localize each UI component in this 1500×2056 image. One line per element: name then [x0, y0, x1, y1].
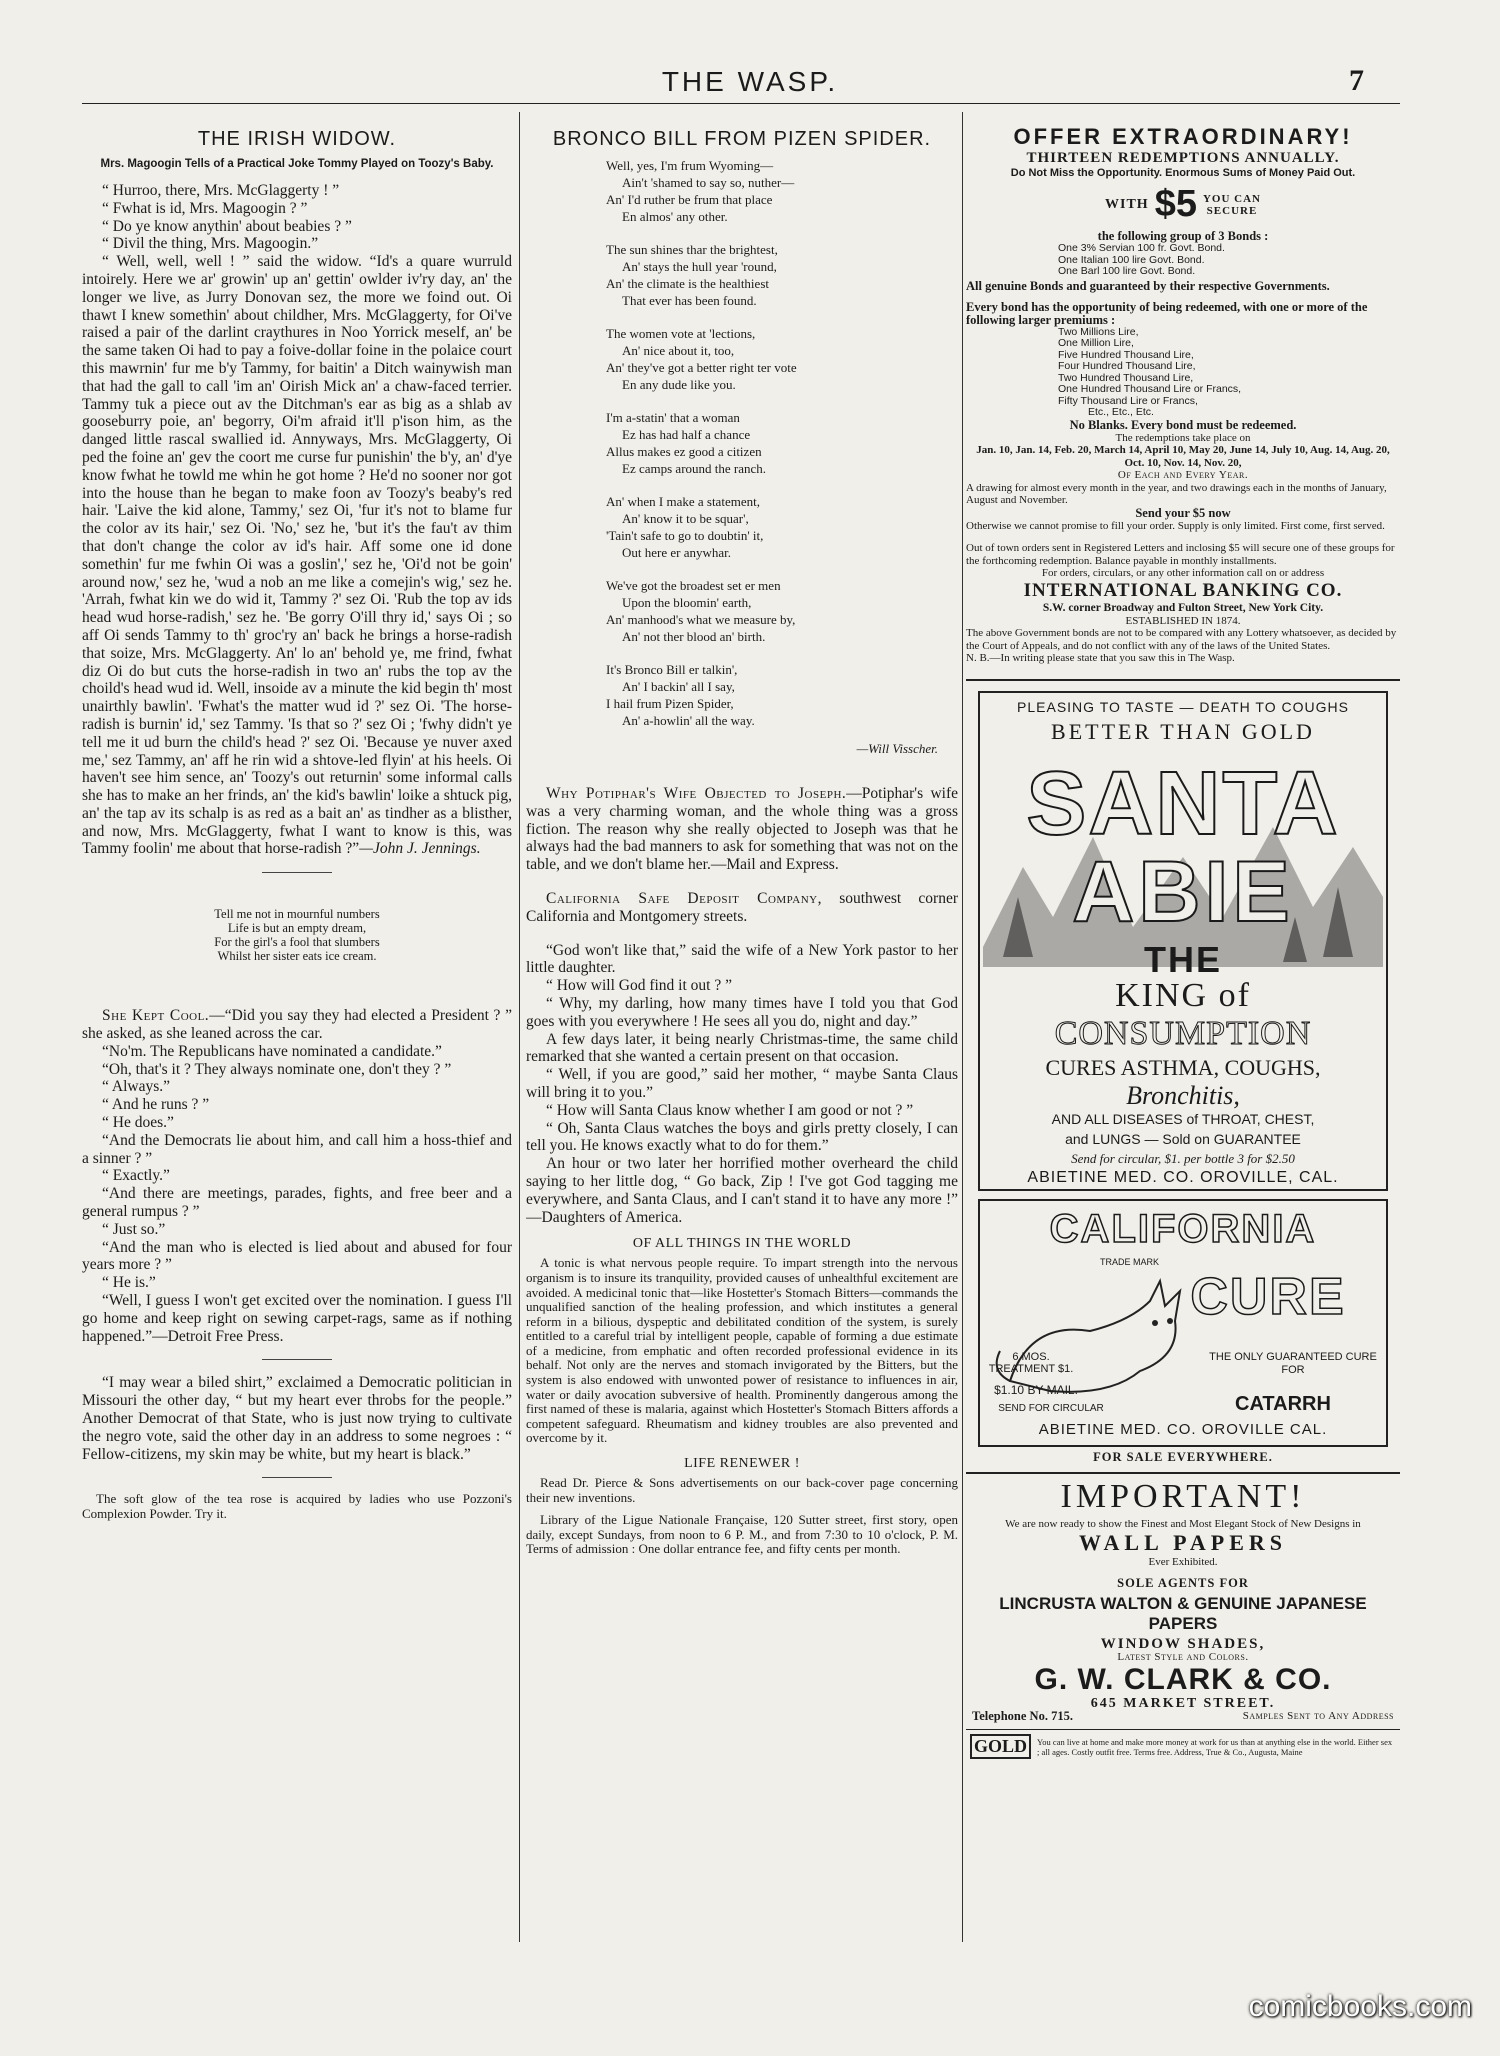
section-heading: LIFE RENEWER ! [684, 1456, 800, 1472]
ad-line: SOLE AGENTS FOR [1117, 1575, 1249, 1590]
byline: —John J. Jennings. [359, 840, 481, 858]
santa-abie-advertisement [978, 691, 1388, 1191]
paragraph: Read Dr. Pierce & Sons advertisements on our back-cover page concerning their new inventions. [526, 1475, 958, 1505]
header-rule [82, 103, 1400, 104]
ad-text: CURES ASTHMA, COUGHS, [1045, 1054, 1321, 1080]
bond-advertisement [966, 124, 1400, 665]
page-number: 7 [1349, 64, 1364, 97]
bond-list: One 3% Servian 100 fr. Govt. Bond. One Italian 100 lire Govt. Bond. One Barl 100 lire Govt. Bond. [1058, 242, 1225, 277]
paragraph: “ How will God find it out ? ” [546, 977, 732, 995]
ad-text: 6 MOS. TREATMENT $1. [988, 1350, 1074, 1375]
ad-text: THE ONLY GUARANTEED CURE FOR [1209, 1350, 1377, 1376]
paragraph: She Kept Cool.—“Did you say they had elected a President ? ” she asked, as she leaned across the car. [82, 1007, 512, 1043]
article-title: BRONCO BILL FROM PIZEN SPIDER. [552, 128, 932, 150]
inline-heading: She Kept Cool. [102, 1007, 210, 1025]
ad-text: $1.10 BY MAIL. [994, 1382, 1078, 1397]
ad-line: No Blanks. Every bond must be redeemed. [1069, 417, 1297, 432]
ad-text: Bronchitis, [1126, 1080, 1240, 1110]
paragraph: “And the Democrats lie about him, and call him a hoss-thief and a sinner ? ” [82, 1131, 512, 1167]
ad-line: 645 MARKET STREET. [1090, 1696, 1276, 1711]
ad-headline: IMPORTANT! [1060, 1477, 1306, 1515]
ad-line: the following group of 3 Bonds : [1097, 229, 1269, 243]
paragraph: “I may wear a biled shirt,” exclaimed a Democratic politician in Missouri the other day, “ but my heart ever throbs for the people.” Another Democrat of that State, who is just now trying to cultivate the negro vote, said the other day in an address to some negroes : “ Fellow-citizens, my skin may be white, but my heart is black.” [82, 1374, 512, 1463]
ad-brand: CURE [1190, 1267, 1346, 1326]
wall-paper-advertisement [966, 1478, 1400, 1724]
column-divider [519, 112, 520, 1942]
divider [262, 1477, 332, 1478]
paragraph: “ Exactly.” [102, 1167, 170, 1185]
paragraph: A few days later, it being nearly Christmas-time, the same child remarked that she wanted a certain present on that occasion. [526, 1030, 958, 1066]
paragraph: “ Hurroo, there, Mrs. McGlaggerty ! ” [102, 182, 340, 199]
california-cure-advertisement [978, 1199, 1388, 1447]
ad-line: You can live at home and make more money at work for us than at anything else in the world. Either sex ; all ages. Costly outfit free. Terms free. Address, True & Co., Augusta, Maine [1037, 1736, 1393, 1757]
ad-line: LINCRUSTA WALTON & GENUINE JAPANESE PAPERS [999, 1593, 1367, 1633]
article-title: THE IRISH WIDOW. [197, 128, 397, 150]
masthead-title: THE WASP. [661, 66, 839, 97]
ad-divider [966, 1729, 1400, 1730]
article-subtitle: Mrs. Magoogin Tells of a Practical Joke Tommy Played on Toozy's Baby. [100, 158, 494, 170]
paragraph: “ Do ye know anythin' about beabies ? ” [102, 217, 352, 235]
five-dollar-line: WITH $5 YOU CAN SECURE [1105, 183, 1261, 225]
divider [262, 1359, 332, 1360]
paragraph: “ Well, well, well ! ” said the widow. “Id's a quare wurruld intoirely. Here we ar' growin' up an' gettin' owlder iv'ry day, an' the longer we live, as Jurry Donovan sez, the more we foind out. Oi thawt I knew somethin' about childher, Mrs. McGlaggerty, for Oi've raised a pair of the darlint craythures in Noo Yorrick meself, an' be the same taken Oi had to pay a foive-dollar foine in the polaice court this mawrnin' fur me b'y Tammy, for baitin' a Ditch wainywish man that had the gall to call 'im an' Oirish Mick an' a chaw-faced terrier. Tammy tuk a piece out av the Ditchman's ear as big as a shlab av gooseburry poie, an' begorry, Oi'm afraid it'll p'ison him, as the danged little rascal swallied id. Annyways, Mrs. McGlaggerty, Oi ped the foine an' gev the coort me curse fur punishin' the b'y, an' d'ye know fwhat he towld me whin he got home ? He'd no sooner nor got into the house than he began to make foon av Toozy's beaby's red hair. 'Laive the kid alone, Tammy,' sez Oi, 'fur it's not to blame fur the color av its hair,' sez Oi. 'No,' sez he, 'but it's the fau't av thim that don't change the color av id's hair. Aff some one id done somethin' fur me fwhin Oi was a goslin',' sez he, 'Oi'd not be goin' around now,' sez he, 'wud a nob an me like a comejin's wig,' sez he. 'Arrah, fwhat kin we do wid it, Tammy ?' sez Oi. 'Rub the top av ids head wud horse-radish,' sez he. 'Be gorry O'ill thry id,' says Oi ; so aff Oi sends Tammy to th' groc'ry an' back he brings a horse-radish that soize, Mrs. McGlaggerty. An' lo an' behold ye, me frind, fwhat diz Oi do but cuts the horse-radish in two an' rubs the top av the choild's head wud id. Well, insoide av a minute the kid begin th' most unairthly bawlin'. 'Fwhat's the matter wud id ?' sez Oi. 'The horse-radish is burnin' id,' sez Tammy. 'Is that so ?' sez Oi ; 'fwhy didn't ye tell me it ud burn the child's head ?' sez Oi. 'Because ye nuver axed me,' sez Tammy, an' aff he rin wid a shtove-led flyin' at his heels. Oi haven't see him sence, an' Toozy's out returnin' some informal calls she has to make an her frinds, an' the kid's bawlin' loike a shtuck pig, an' the tap av its schalp is as red as a bait an' as tindher as a blisther, and now, Mrs. McGlaggerty, fwhat I want to know is this, was Tammy foolin' me about that horse-radish ?”—John J. Jennings. [82, 253, 512, 858]
ad-text: AND ALL DISEASES of THROAT, CHEST, [1051, 1110, 1315, 1127]
column-2 [526, 112, 958, 1942]
paragraph: “ How will Santa Claus know whether I am good or not ? ” [546, 1101, 914, 1119]
paragraph: Why Potiphar's Wife Objected to Joseph.—Potiphar's wife was a very charming woman, and the whole thing was a gross fiction. The reason why she really objected to Joseph was that he always had the bad manners to ask for something that was not on the table, and we don't blame her.—Mail and Express. [526, 785, 958, 874]
paragraph: “ Always.” [102, 1078, 171, 1096]
paragraph: “ He is.” [102, 1274, 156, 1292]
ad-text: Send for circular, $1. per bottle 3 for $2.50 [1071, 1150, 1295, 1166]
ad-line: WINDOW SHADES, [1100, 1635, 1266, 1652]
ad-line: S.W. corner Broadway and Fulton Street, New York City. [1042, 601, 1324, 614]
advertiser-name: G. W. CLARK & CO. [1034, 1663, 1332, 1696]
stanza: It's Bronco Bill er talkin', An' I backin' all I say, I hail frum Pizen Spider, An' a-howlin' all the way. [606, 662, 755, 728]
ad-text: PLEASING TO TASTE — DEATH TO COUGHS [1017, 698, 1349, 715]
short-poem: Tell me not in mournful numbers Life is but an empty dream, For the girl's a fool that slumbers Whilst her sister eats ice cream. [214, 907, 380, 964]
ad-divider [966, 1472, 1400, 1474]
ad-brand: GOLD [970, 1734, 1031, 1759]
paragraph: An hour or two later her horrified mother overheard the child saying to her little dog, “ Go back, Zip ! I've got God tagging me everywhere, and Santa Claus, and I can't stand it to have any more !” —Daughters of America. [526, 1155, 958, 1226]
ad-text: TRADE MARK [1100, 1256, 1160, 1267]
premium-list: Two Millions Lire, One Million Lire, Five Hundred Thousand Lire, Four Hundred Thousand Lire, Two Hundred Thousand Lire, One Hundred Thousand Lire or Francs, Fifty Thousand Lire or Francs, Etc., Etc., Etc. [1058, 325, 1242, 418]
ad-line: The above Government bonds are not to be compared with any Lottery whatsoever, as decided by the Court of Appeals, and do not conflict with any of the laws of the United States. [966, 627, 1397, 652]
stanza: I'm a-statin' that a woman Ez has had half a chance Allus makes ez good a citizen Ez camps around the ranch. [606, 410, 767, 476]
ad-line: Out of town orders sent in Registered Letters and inclosing $5 will secure one of these groups for the forthcoming redemption. Balance payable in monthly installments. [966, 542, 1395, 567]
ad-headline: WALL PAPERS [1078, 1530, 1287, 1555]
inline-heading: Why Potiphar's Wife Objected to Joseph. [546, 785, 847, 802]
stanza: We've got the broadest set er men Upon the bloomin' earth, An' manhood's what we measure by, An' not ther blood an' birth. [606, 578, 796, 644]
section-heading: OF ALL THINGS IN THE WORLD [632, 1236, 852, 1252]
ad-text: BETTER THAN GOLD [1051, 718, 1315, 744]
paragraph: “ He does.” [102, 1114, 174, 1132]
paragraph: “No'm. The Republicans have nominated a candidate.” [102, 1042, 442, 1060]
phone-line: Telephone No. 715. Samples Sent to Any Address [972, 1709, 1394, 1723]
divider [262, 872, 332, 873]
watermark: comicbooks.com [1248, 1990, 1472, 2023]
paragraph: “God won't like that,” said the wife of a New York pastor to her little daughter. [526, 941, 958, 977]
paragraph: “Oh, that's it ? They always nominate one, don't they ? ” [102, 1060, 452, 1078]
ad-line: Send your $5 now [1135, 505, 1231, 520]
ad-line: For orders, circulars, or any other information call on or address [1041, 567, 1325, 579]
paragraph: “And there are meetings, parades, fights, and free beer and a general rumpus ? ” [82, 1185, 512, 1221]
ad-line: All genuine Bonds and guaranteed by their respective Governments. [966, 278, 1330, 293]
stanza: Well, yes, I'm frum Wyoming— Ain't 'shamed to say so, nuther— An' I'd ruther be frum that place En almos' any other. [606, 158, 795, 224]
paragraph: The soft glow of the tea rose is acquired by ladies who use Pozzoni's Complexion Powder. Try it. [82, 1491, 512, 1521]
ad-brand: SANTA [1026, 753, 1340, 854]
ad-line: Latest Style and Colors. [1117, 1650, 1249, 1663]
ad-text: CATARRH [1235, 1392, 1331, 1415]
ad-text: THE [1144, 938, 1222, 980]
ad-line: Of Each and Every Year. [1117, 469, 1249, 481]
paragraph: “And the man who is elected is lied about and abused for four years more ? ” [82, 1238, 512, 1274]
ad-line: ESTABLISHED IN 1874. [1125, 614, 1241, 627]
ad-subhead: THIRTEEN REDEMPTIONS ANNUALLY. [1026, 150, 1340, 166]
ad-line: We are now ready to show the Finest and Most Elegant Stock of New Designs in [1005, 1517, 1361, 1530]
ad-text: ABIETINE MED. CO. OROVILLE, CAL. [1027, 1168, 1339, 1186]
paragraph: A tonic is what nervous people require. To impart strength into the nervous organism is to insure its tranquility, provided causes of unhealthful excitement are avoided. A medicinal tonic that—like Hostetter's Stomach Bitters—commands the unqualified sanction of the healing profession, and which institutes a general reform in a bilious, dyspeptic and debilitated condition of the system, is surely entitled to a careful trial by intelligent people, capable of forming a due estimate of a medicine, from emphatic and often recorded professional evidence in its behalf. Not only are the nerves and stomach invigorated by the Bitters, but the system is also endowed with unwonted power of resistance to influences in air, water or daily avocation subversive of health. Prominently dangerous among the first named of these is malaria, against which Hostetter's Stomach Bitters affords a competent safeguard. Rheumatism and kidney troubles are also prevented and overcome by it. [526, 1255, 958, 1446]
gold-advertisement [966, 1734, 1400, 1759]
paragraph: “ And he runs ? ” [102, 1096, 210, 1114]
paragraph: “ Oh, Santa Claus watches the boys and girls pretty closely, I can tell you. He knows exactly what to do for them.” [526, 1119, 958, 1155]
bank-name: INTERNATIONAL BANKING CO. [1023, 579, 1343, 601]
ad-divider [966, 679, 1400, 681]
ad-line: Every bond has the opportunity of being redeemed, with one or more of the following larger premiums : [966, 299, 1368, 327]
ad-line: Otherwise we cannot promise to fill your order. Supply is only limited. First come, first served. [966, 519, 1385, 532]
ad-line: The redemptions take place on [1115, 431, 1251, 444]
ad-text: SEND FOR CIRCULAR [998, 1402, 1104, 1414]
paragraph: “ Why, my darling, how many times have I told you that God goes with you everywhere ! He sees all you do, night and day.” [526, 994, 958, 1030]
paragraph: “ Just so.” [102, 1220, 166, 1238]
ad-line: Jan. 10, Jan. 14, Feb. 20, March 14, April 10, May 20, June 14, July 10, Aug. 14, Aug. 20, Oct. 10, Nov. 14, Nov. 20, [976, 444, 1390, 469]
ad-text: and LUNGS — Sold on GUARANTEE [1065, 1130, 1301, 1147]
ad-line: Do Not Miss the Opportunity. Enormous Sums of Money Paid Out. [1010, 167, 1356, 179]
ad-brand: ABIE [1072, 843, 1294, 940]
paragraph: “ Well, if you are good,” said her mother, “ maybe Santa Claus will bring it to you.” [526, 1066, 958, 1101]
ad-text: CONSUMPTION [1054, 1014, 1312, 1052]
column-divider [962, 112, 963, 1942]
ad-text: KING of [1115, 976, 1251, 1014]
ad-line: N. B.—In writing please state that you saw this in The Wasp. [966, 652, 1235, 664]
paragraph: “Well, I guess I won't get excited over the nomination. I guess I'll go home and keep right on sewing carpet-rags, same as if nothing happened.”—Detroit Free Press. [82, 1292, 512, 1345]
ad-line: FOR SALE EVERYWHERE. [1093, 1449, 1273, 1464]
paragraph: “ Fwhat is id, Mrs. Magoogin ? ” [102, 199, 308, 217]
inline-heading: California Safe Deposit Company, [546, 889, 822, 907]
paragraph: Library of the Ligue Nationale Française, 120 Sutter street, first story, open daily, except Sundays, from noon to 6 P. M., and from 7:30 to 10 o'clock, P. M. Terms of admission : One dollar entrance fee, and fifty cents per month. [526, 1512, 958, 1557]
column-1 [82, 112, 512, 1942]
ad-brand: CALIFORNIA [1049, 1206, 1317, 1251]
paragraph: California Safe Deposit Company, southwest corner California and Montgomery streets. [526, 889, 958, 925]
ad-text: ABIETINE MED. CO. OROVILLE CAL. [1038, 1420, 1328, 1438]
stanza: The sun shines thar the brightest, An' stays the hull year 'round, An' the climate is the healthiest That ever has been found. [606, 242, 778, 308]
page-header [0, 60, 1500, 100]
byline: —Will Visscher. [856, 741, 938, 756]
ad-line: A drawing for almost every month in the year, and two drawings each in the months of January, August and November. [966, 481, 1387, 506]
stanza: An' when I make a statement, An' know it to be squar', 'Tain't safe to go to doubtin' it, Out here er anywhar. [606, 494, 764, 560]
ad-line: Ever Exhibited. [1148, 1556, 1218, 1568]
column-3-ads [966, 112, 1400, 1942]
paragraph: “ Divil the thing, Mrs. Magoogin.” [102, 235, 319, 253]
stanza: The women vote at 'lections, An' nice about it, too, An' they've got a better right ter vote En any dude like you. [606, 326, 797, 392]
ad-headline: OFFER EXTRAORDINARY! [1013, 124, 1353, 149]
